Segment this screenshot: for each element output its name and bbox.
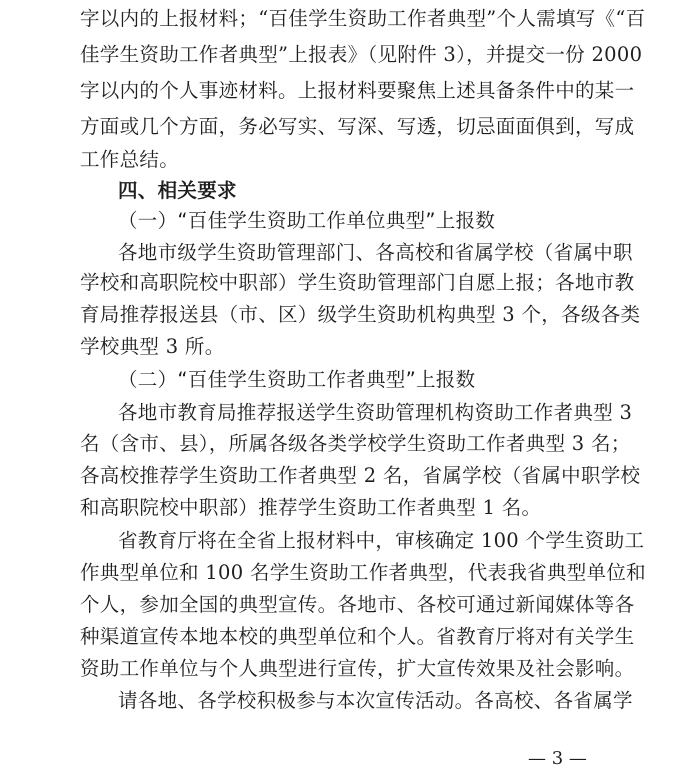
body-line: 各高校推荐学生资助工作者典型 2 名，省属学校（省属中职学校 [80, 464, 641, 487]
body-line: 佳学生资助工作者典型”上报表》（见附件 3），并提交一份 2000 [80, 43, 643, 66]
body-line: 请各地、各学校积极参与本次宣传活动。各高校、各省属学 [118, 689, 633, 712]
body-line: 方面或几个方面，务必写实、写深、写透，切忌面面俱到，写成 [80, 115, 635, 138]
body-line: 省教育厅将在全省上报材料中，审核确定 100 个学生资助工 [118, 529, 645, 552]
body-line: 种渠道宣传本地本校的典型单位和个人。省教育厅将对有关学生 [80, 625, 635, 648]
body-line: 名（含市、县），所属各级各类学校学生资助工作者典型 3 名； [80, 432, 631, 455]
body-line: 字以内的上报材料；“百佳学生资助工作者典型”个人需填写《“百 [80, 7, 646, 30]
body-line: 和高职院校中职部）推荐学生资助工作者典型 1 名。 [80, 496, 542, 519]
subsection-heading: （一）“百佳学生资助工作单位典型”上报数 [118, 209, 496, 232]
body-line: 字以内的个人事迹材料。上报材料要聚焦上述具备条件中的某一 [80, 79, 635, 102]
body-line: 各地市教育局推荐报送学生资助管理机构资助工作者典型 3 [118, 401, 633, 424]
body-line: 工作总结。 [80, 148, 180, 171]
body-line: 个人，参加全国的典型宣传。各地市、各校可通过新闻媒体等各 [80, 593, 635, 616]
body-line: 作典型单位和 100 名学生资助工作者典型，代表我省典型单位和 [80, 561, 646, 584]
body-line: 育局推荐报送县（市、区）级学生资助机构典型 3 个，各级各类 [80, 303, 641, 326]
section-heading: 四、相关要求 [118, 179, 237, 202]
body-line: 各地市级学生资助管理部门、各高校和省属学校（省属中职 [118, 241, 633, 264]
body-line: 学校和高职院校中职部）学生资助管理部门自愿上报；各地市教 [80, 271, 635, 294]
body-line: 资助工作单位与个人典型进行宣传，扩大宣传效果及社会影响。 [80, 657, 635, 680]
page-number: — 3 — [528, 748, 587, 769]
subsection-heading: （二）“百佳学生资助工作者典型”上报数 [118, 368, 476, 391]
body-line: 学校典型 3 所。 [80, 335, 225, 358]
